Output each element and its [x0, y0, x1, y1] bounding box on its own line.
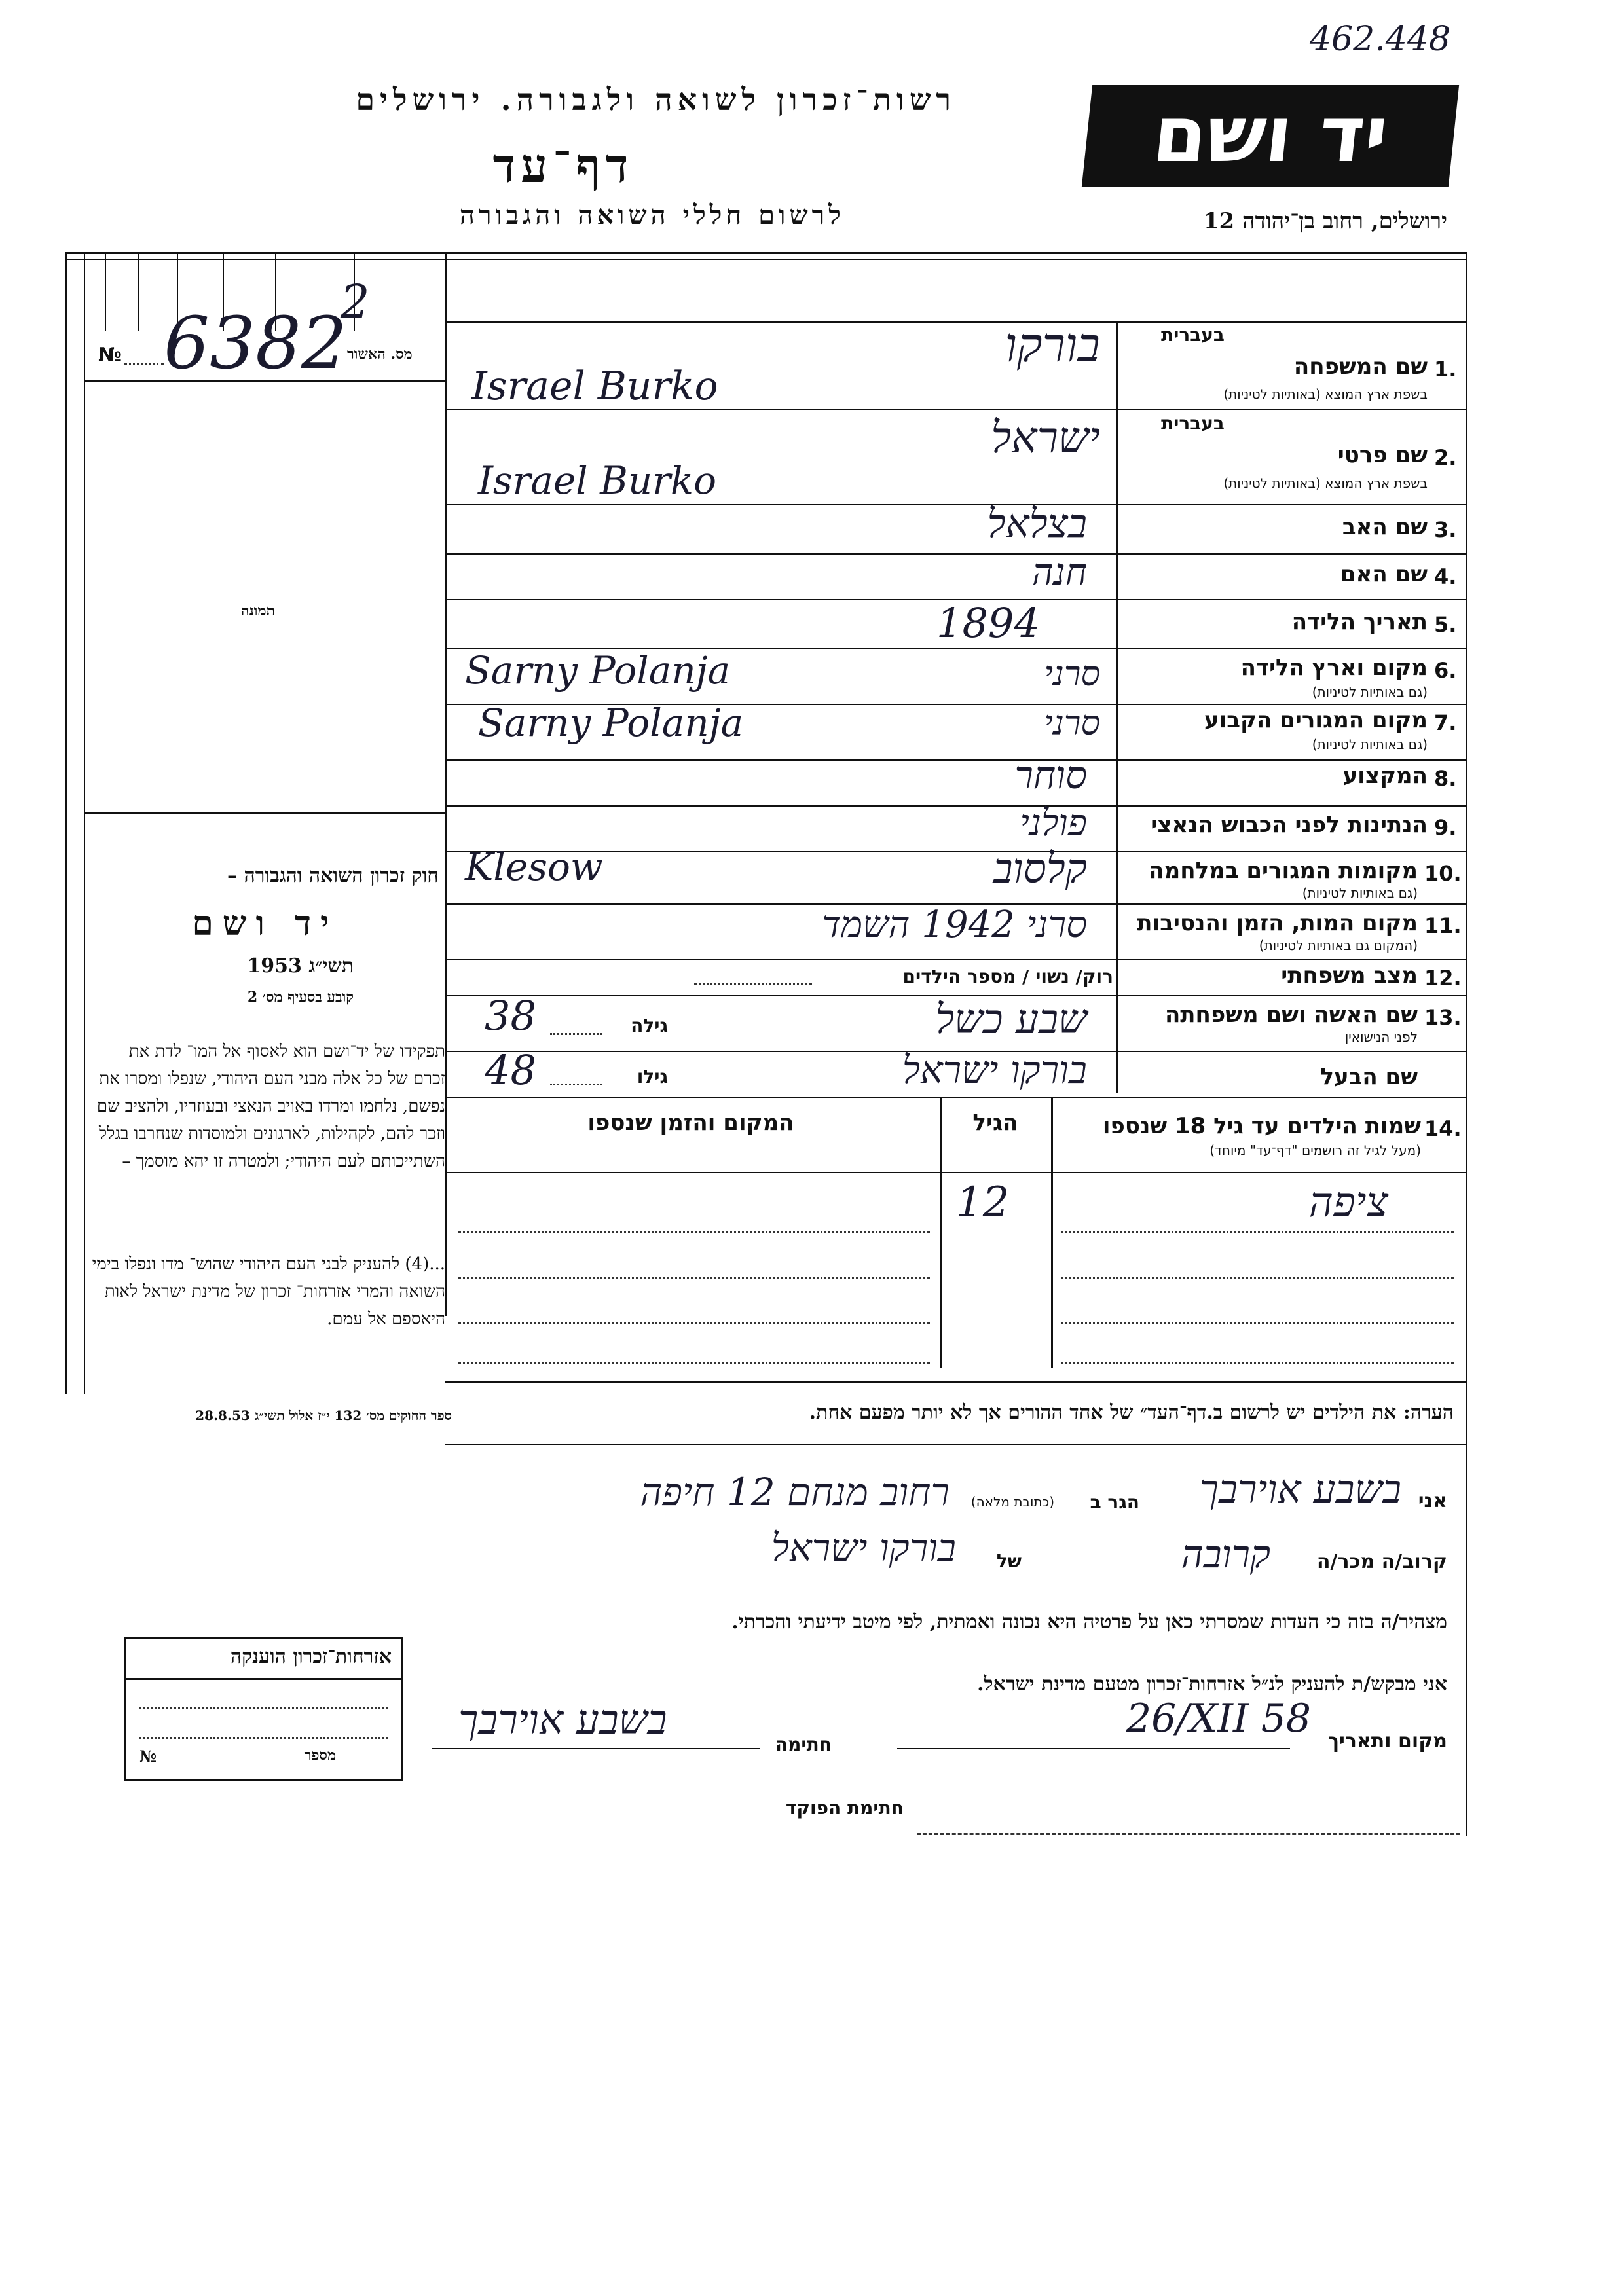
field-12-label: מצב משפחתי [1281, 962, 1418, 989]
field-1-tag: בעברית [1160, 324, 1225, 346]
institution-header: רשות־זכרון לשואה ולגבורה. ירושלים [356, 82, 956, 117]
decl-place-date-label: מקום ותאריך [1327, 1730, 1447, 1753]
field-11-label: מקום המות, הזמן והנסיבות [1137, 910, 1418, 936]
field-9-num: 9. [1434, 815, 1457, 840]
field-3-label: שם האב [1342, 514, 1428, 540]
law-text-2: ...(4) להעניק לבני העם היהודי שהוש־ מדו ונפלו בימי השואה והמרי אזרחות־ זכרון של מדינת ישראל לאות היאספם אל עמם. [92, 1254, 445, 1329]
approval-label: מס. האשור [347, 346, 413, 363]
law-title: חוק זכרון השואה והגבורה – [227, 864, 439, 887]
field-6-label: מקום וארץ הלידה [1240, 655, 1428, 681]
decl-ani: אני [1418, 1489, 1447, 1512]
field-8-label: המקצוע [1342, 763, 1428, 789]
field-13-age-hw: 38 [485, 992, 536, 1040]
approval-number-hw: 6382 [164, 301, 347, 385]
no-symbol: № [98, 344, 122, 367]
decl-full-address: (כתובת מלאה) [970, 1494, 1054, 1510]
husband-label: שם הבעל [1320, 1064, 1418, 1090]
field-7-num: 7. [1434, 710, 1457, 735]
archive-number: 462.448 [1310, 20, 1451, 59]
field-7-latin-hw: Sarny Polanja [478, 701, 744, 745]
law-text-1: תפקידו של יד־ושם הוא לאסוף אל המו־ לדת את זכרם של כל אלה מבני העם היהודי, שנפלו ומסרו את נפשם, נלחמו ומרדו באויב הנאצי ובעוזריו, ולהציב שם וזכר להם, לקהילות, לארגונים ולמוסדות שנחרבו בגלל השתייכותם לעם היהודי; ולמטרה זו יהא מוסמך – [96, 1042, 445, 1171]
field-11-num: 11. [1424, 913, 1462, 938]
field-3-value-hw: בצלאל [987, 501, 1087, 547]
law-year: תשי״ג 1953 [247, 955, 354, 977]
husband-name-hw: בורקו ישראל [902, 1048, 1087, 1092]
field-6-latin-hw: Sarny Polanja [465, 648, 731, 693]
field-5-label: תאריך הלידה [1291, 609, 1428, 635]
field-10-label: מקומות המגורים במלחמה [1149, 858, 1418, 884]
decl-relative-label: קרוב/ה מכר/ה [1316, 1550, 1447, 1573]
decl-name-hw: בשבע אוירבך [1199, 1467, 1401, 1512]
field-2-tag: בעברית [1160, 412, 1225, 434]
form-subtitle: לרשום חללי השואה והגבורה [459, 200, 845, 230]
field-10-latin-hw: Klesow [465, 845, 603, 889]
field-5-num: 5. [1434, 612, 1457, 637]
citizenship-no-symbol: № [139, 1747, 157, 1766]
field-7-sub: (גם באותיות לטיניות) [1312, 737, 1428, 752]
field-1-latin-hw: Israel Burko [471, 363, 718, 409]
field-13-spouse-hw: שבע כשל [935, 995, 1087, 1043]
field-1-label: שם המשפחה [1293, 354, 1428, 380]
field-11-sub: (המקום גם באותיות לטיניות) [1259, 938, 1418, 953]
decl-statement: מצהיר/ה בזה כי העדות שמסרתי כאן על פרטיה היא נכונה ואמתית, לפי מיטב ידיעתי והכרתי. [731, 1611, 1447, 1633]
field-2-num: 2. [1434, 445, 1457, 470]
field-7-label: מקום המגורים הקבוע [1204, 707, 1428, 733]
law-name: יד ושם [192, 903, 339, 943]
field-6-hebrew-hw: סרני [1044, 655, 1100, 694]
field-6-sub: (גם באותיות לטיניות) [1312, 684, 1428, 700]
children-note: (מעל לגיל זה רושמים "דף־עד" מיוחד) [1209, 1142, 1421, 1158]
decl-request: אני מבקש/ת להעניק לנ״ל אזרחות־זכרון מטעם מדינת ישראל. [977, 1673, 1447, 1696]
field-10-hebrew-hw: קלסוב [993, 845, 1087, 892]
husband-age-label: גילו [637, 1066, 668, 1087]
decl-of-label: של [996, 1550, 1022, 1572]
field-6-num: 6. [1434, 658, 1457, 683]
decl-signature-hw: בשבע אוירבך [458, 1696, 667, 1743]
field-1-sub: בשפת ארץ המוצא (באותיות לטיניות) [1223, 386, 1428, 402]
photo-label: תמונה [241, 602, 275, 619]
decl-of-hw: בורקו ישראל [771, 1525, 956, 1570]
decl-signature-label: חתימה [775, 1734, 832, 1755]
address: ירושלים, רחוב בן־יהודה 12 [1203, 208, 1447, 234]
logo-text: יד ושם [1149, 89, 1393, 179]
citizenship-box [124, 1637, 403, 1781]
children-num: 14. [1424, 1116, 1462, 1141]
field-10-num: 10. [1424, 861, 1462, 886]
field-5-value-hw: 1894 [936, 599, 1040, 647]
decl-place-date-hw: 26/XII 58 [1126, 1696, 1312, 1741]
citizenship-number-label: מספר [304, 1747, 336, 1764]
law-clause: קובע בסעיף מס׳ 2 [247, 989, 354, 1006]
field-13-label: שם האשה ושם משפחתה [1164, 1002, 1418, 1028]
field-11-value-hw: סרני 1942 השמד [822, 903, 1087, 946]
field-12-options: רוק/ נשוי / מספר הילדים [902, 966, 1113, 987]
children-title: שמות הילדים עד גיל 18 שנספו [1102, 1113, 1421, 1139]
husband-age-hw: 48 [485, 1046, 536, 1094]
child-1-name-hw: ציפה [1308, 1178, 1388, 1227]
field-9-label: הנתינות לפני הכבוש הנאצי [1151, 812, 1428, 838]
field-10-sub: (גם באותיות לטיניות) [1302, 885, 1418, 901]
remark: הערה: את הילדים יש לרשום ב.דף־העד״ של אחד ההורים אך לא יותר מפעם אחת. [809, 1401, 1454, 1424]
field-13-num: 13. [1424, 1005, 1462, 1030]
field-1-hebrew-hw: בורקו [1005, 318, 1100, 373]
field-1-num: 1. [1434, 357, 1457, 382]
field-2-hebrew-hw: ישראל [991, 412, 1100, 463]
children-age-header: הגיל [972, 1110, 1018, 1136]
form-title: דף־עד [492, 137, 634, 193]
field-8-value-hw: סוחר [1014, 753, 1087, 797]
approval-extra-hw: 2 [341, 275, 370, 329]
field-13-sub: לפני הנישואין [1344, 1029, 1418, 1045]
field-2-latin-hw: Israel Burko [478, 458, 717, 503]
decl-address-hw: רחוב מנחם 12 חיפה [640, 1470, 950, 1514]
field-12-num: 12. [1424, 966, 1462, 991]
field-13-age-label: גילה [631, 1015, 668, 1036]
field-9-value-hw: פולני [1020, 802, 1087, 845]
field-4-label: שם האם [1340, 561, 1428, 587]
children-place-header: המקום והזמן שנספו [587, 1110, 794, 1136]
decl-official-label: חתימת הפוקד [785, 1797, 904, 1819]
decl-resides: הגר ב [1090, 1491, 1139, 1513]
law-citation: ספר החוקים מס׳ 132 י״ז אלול תשי״ג 28.8.53 [195, 1408, 452, 1423]
field-2-label: שם פרטי [1337, 442, 1428, 468]
field-4-value-hw: חנה [1031, 551, 1087, 594]
citizenship-title: אזרחות־זכרון הוענקה [230, 1645, 392, 1668]
field-2-sub: בשפת ארץ המוצא (באותיות לטיניות) [1223, 475, 1428, 491]
field-4-num: 4. [1434, 564, 1457, 589]
child-1-age-hw: 12 [956, 1178, 1010, 1227]
decl-relation-hw: קרובה [1181, 1532, 1270, 1576]
field-7-hebrew-hw: סרני [1044, 704, 1100, 743]
field-3-num: 3. [1434, 517, 1457, 542]
yad-vashem-logo [1082, 85, 1459, 187]
field-8-num: 8. [1434, 766, 1457, 791]
